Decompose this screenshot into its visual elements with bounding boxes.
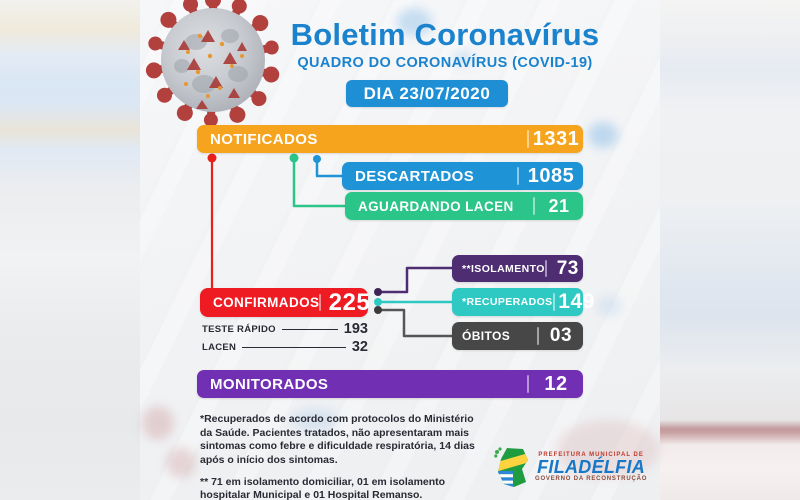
stat-value: 1331 — [532, 127, 580, 150]
stat-value: 03 — [549, 325, 573, 346]
substat-label: TESTE RÁPIDO — [202, 323, 276, 335]
stat-label: **ISOLAMENTO — [462, 262, 545, 275]
logo-line3: GOVERNO DA RECONSTRUÇÃO — [535, 476, 648, 483]
footnotes — [200, 413, 478, 500]
substat-lacen — [202, 339, 368, 355]
page-subtitle: QUADRO DO CORONAVÍRUS (COVID-19) — [297, 55, 593, 71]
substat-value: 193 — [343, 321, 368, 337]
stat-value: 149 — [558, 290, 595, 313]
stat-label: CONFIRMADOS — [213, 295, 320, 310]
substat-teste-rapido — [202, 321, 368, 337]
stat-bar-recuperados — [452, 288, 595, 316]
leader-line — [242, 347, 346, 348]
stat-label: AGUARDANDO LACEN — [358, 198, 514, 214]
filadelfia-crest-icon — [494, 446, 530, 488]
stat-bar-aguardando-lacen — [345, 192, 583, 220]
stat-value: 1085 — [527, 164, 575, 187]
substat-value: 32 — [351, 339, 368, 355]
blurred-left-band — [0, 0, 140, 500]
stat-label: DESCARTADOS — [355, 167, 475, 185]
logo-text — [535, 452, 647, 483]
stat-value: 12 — [544, 372, 568, 395]
logo-line1: PREFEITURA MUNICIPAL DE — [538, 451, 644, 458]
stat-value: 73 — [556, 257, 579, 279]
footnote-recuperados: *Recuperados de acordo com protocolos do Ministério da Saúde. Pacientes tratados, não apresentaram mais sintomas como febre e dificuldade respiratória, 14 dias após o início dos sintomas. — [200, 413, 475, 466]
stat-label: NOTIFICADOS — [210, 130, 318, 148]
footnote-isolamento: ** 71 em isolamento domiciliar, 01 em isolamento hospitalar Municipal e 01 Hospital Remanso. — [200, 475, 446, 500]
stat-label: MONITORADOS — [210, 375, 329, 393]
logo-name: FILADÉLFIA — [537, 456, 646, 477]
stat-bar-descartados — [342, 162, 583, 190]
stat-value: 225 — [328, 288, 371, 316]
stat-label: *RECUPERADOS — [462, 296, 553, 308]
leader-line — [282, 329, 338, 330]
stat-bar-obitos — [452, 322, 583, 350]
stat-bar-monitorados — [197, 370, 583, 398]
stat-value: 21 — [548, 195, 570, 216]
stat-bar-notificados — [197, 125, 583, 153]
page-title: Boletim Coronavírus — [290, 17, 600, 52]
date-badge: DIA 23/07/2020 — [346, 80, 508, 107]
substat-label: LACEN — [202, 341, 237, 353]
blurred-right-band — [660, 0, 800, 500]
stat-label: ÓBITOS — [462, 329, 511, 343]
stat-bar-isolamento — [452, 255, 583, 282]
municipality-logo — [494, 446, 647, 488]
stat-bar-confirmados — [200, 288, 371, 317]
